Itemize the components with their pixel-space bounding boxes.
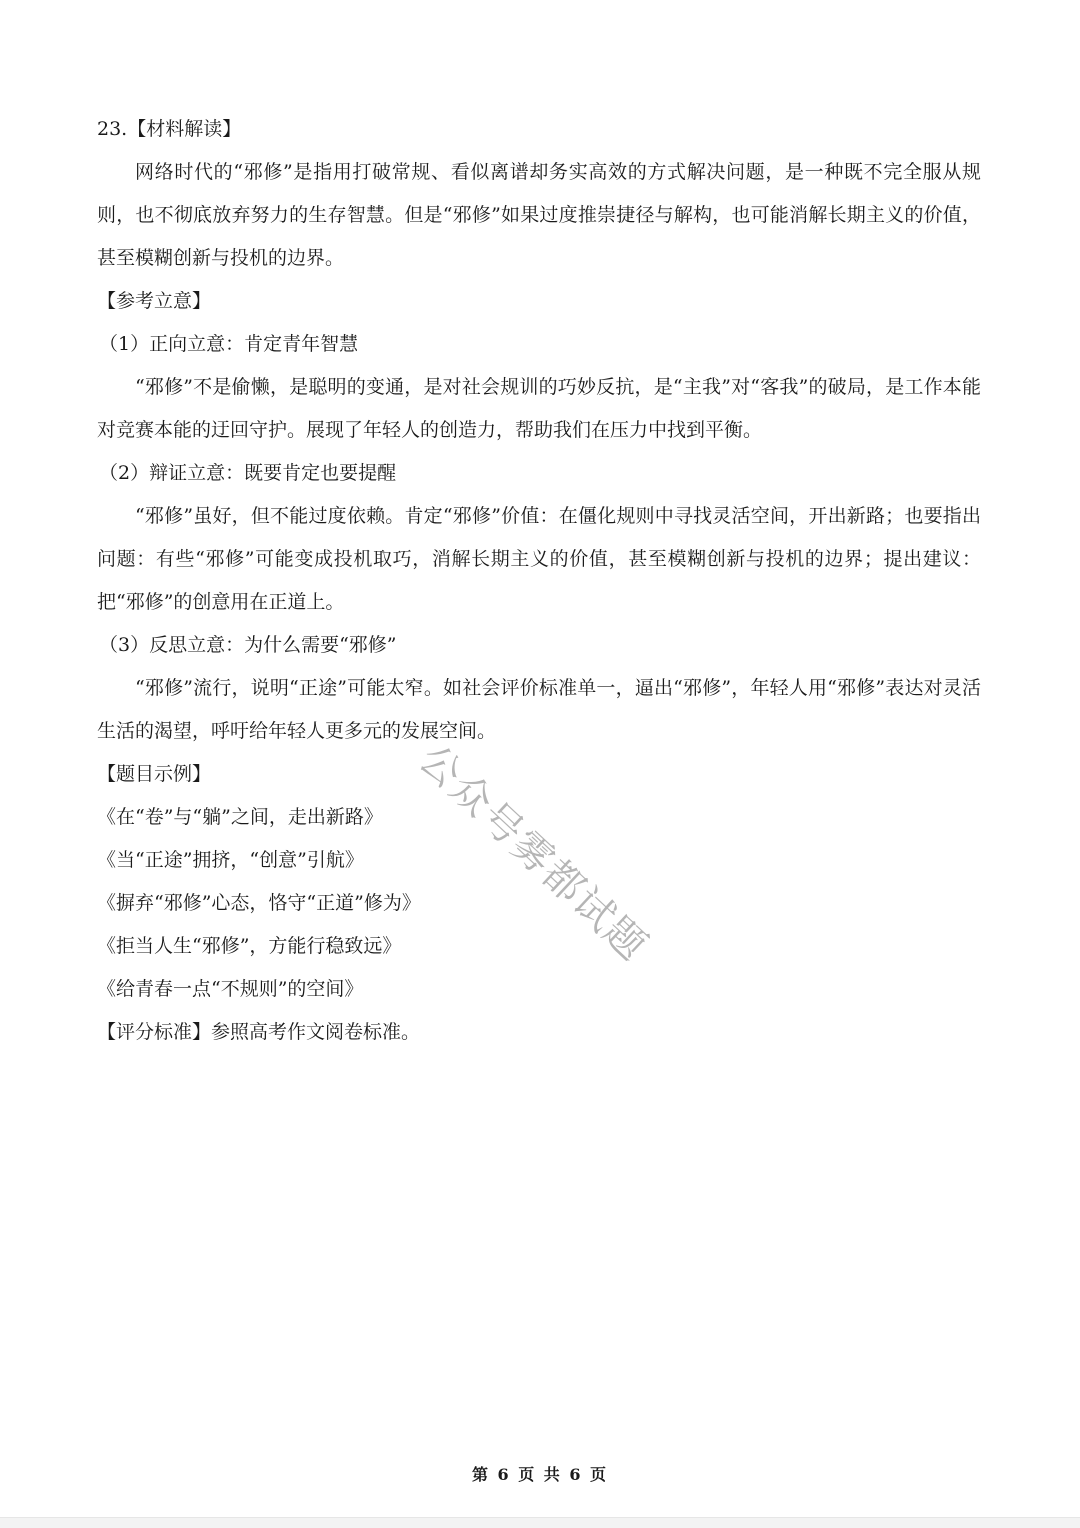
- reference-item-3-title: （3）反思立意：为什么需要“邪修”: [99, 634, 397, 656]
- reference-item-2-body: “邪修”虽好，但不能过度依赖。肯定“邪修”价值：在僵化规则中寻找灵活空间，开出新路；也要指出问题：有些“邪修”可能变成投机取巧，消解长期主义的价值，甚至模糊创新与投机的边界；提出建议：把“邪修”的创意用在正道上。: [97, 505, 981, 613]
- watermark: 公众号雾都试题: [409, 736, 657, 971]
- material-paragraph: 网络时代的“邪修”是指用打破常规、看似离谱却务实高效的方式解决问题，是一种既不完全服从规则，也不彻底放弃努力的生存智慧。但是“邪修”如果过度推崇捷径与解构，也可能消解长期主义的价值，甚至模糊创新与投机的边界。: [97, 161, 981, 269]
- example-title-3: 《摒弃“邪修”心态，恪守“正道”修为》: [97, 892, 421, 914]
- examples-heading: 【题目示例】: [97, 763, 212, 785]
- page-content: [97, 108, 981, 1054]
- example-title-1: 《在“卷”与“躺”之间，走出新路》: [97, 806, 383, 828]
- section-heading: 23.【材料解读】: [97, 118, 242, 140]
- reference-item-1-title: （1）正向立意：肯定青年智慧: [99, 333, 359, 355]
- reference-item-2-title: （2）辩证立意：既要肯定也要提醒: [99, 462, 397, 484]
- reference-item-1-body: “邪修”不是偷懒，是聪明的变通，是对社会规训的巧妙反抗，是“主我”对“客我”的破局，是工作本能对竞赛本能的迂回守护。展现了年轻人的创造力，帮助我们在压力中找到平衡。: [97, 376, 981, 441]
- reference-item-3-body: “邪修”流行，说明“正途”可能太窄。如社会评价标准单一，逼出“邪修”，年轻人用“邪修”表达对灵活生活的渴望，呼吁给年轻人更多元的发展空间。: [97, 677, 981, 742]
- reference-heading: 【参考立意】: [97, 290, 212, 312]
- example-title-2: 《当“正途”拥挤，“创意”引航》: [97, 849, 364, 871]
- page-number-footer: 第 6 页 共 6 页: [471, 1465, 609, 1484]
- example-title-5: 《给青春一点“不规则”的空间》: [97, 978, 364, 1000]
- page-bottom-edge: [0, 1517, 1080, 1528]
- example-title-4: 《拒当人生“邪修”，方能行稳致远》: [97, 935, 402, 957]
- scoring-standard: 【评分标准】参照高考作文阅卷标准。: [97, 1021, 421, 1043]
